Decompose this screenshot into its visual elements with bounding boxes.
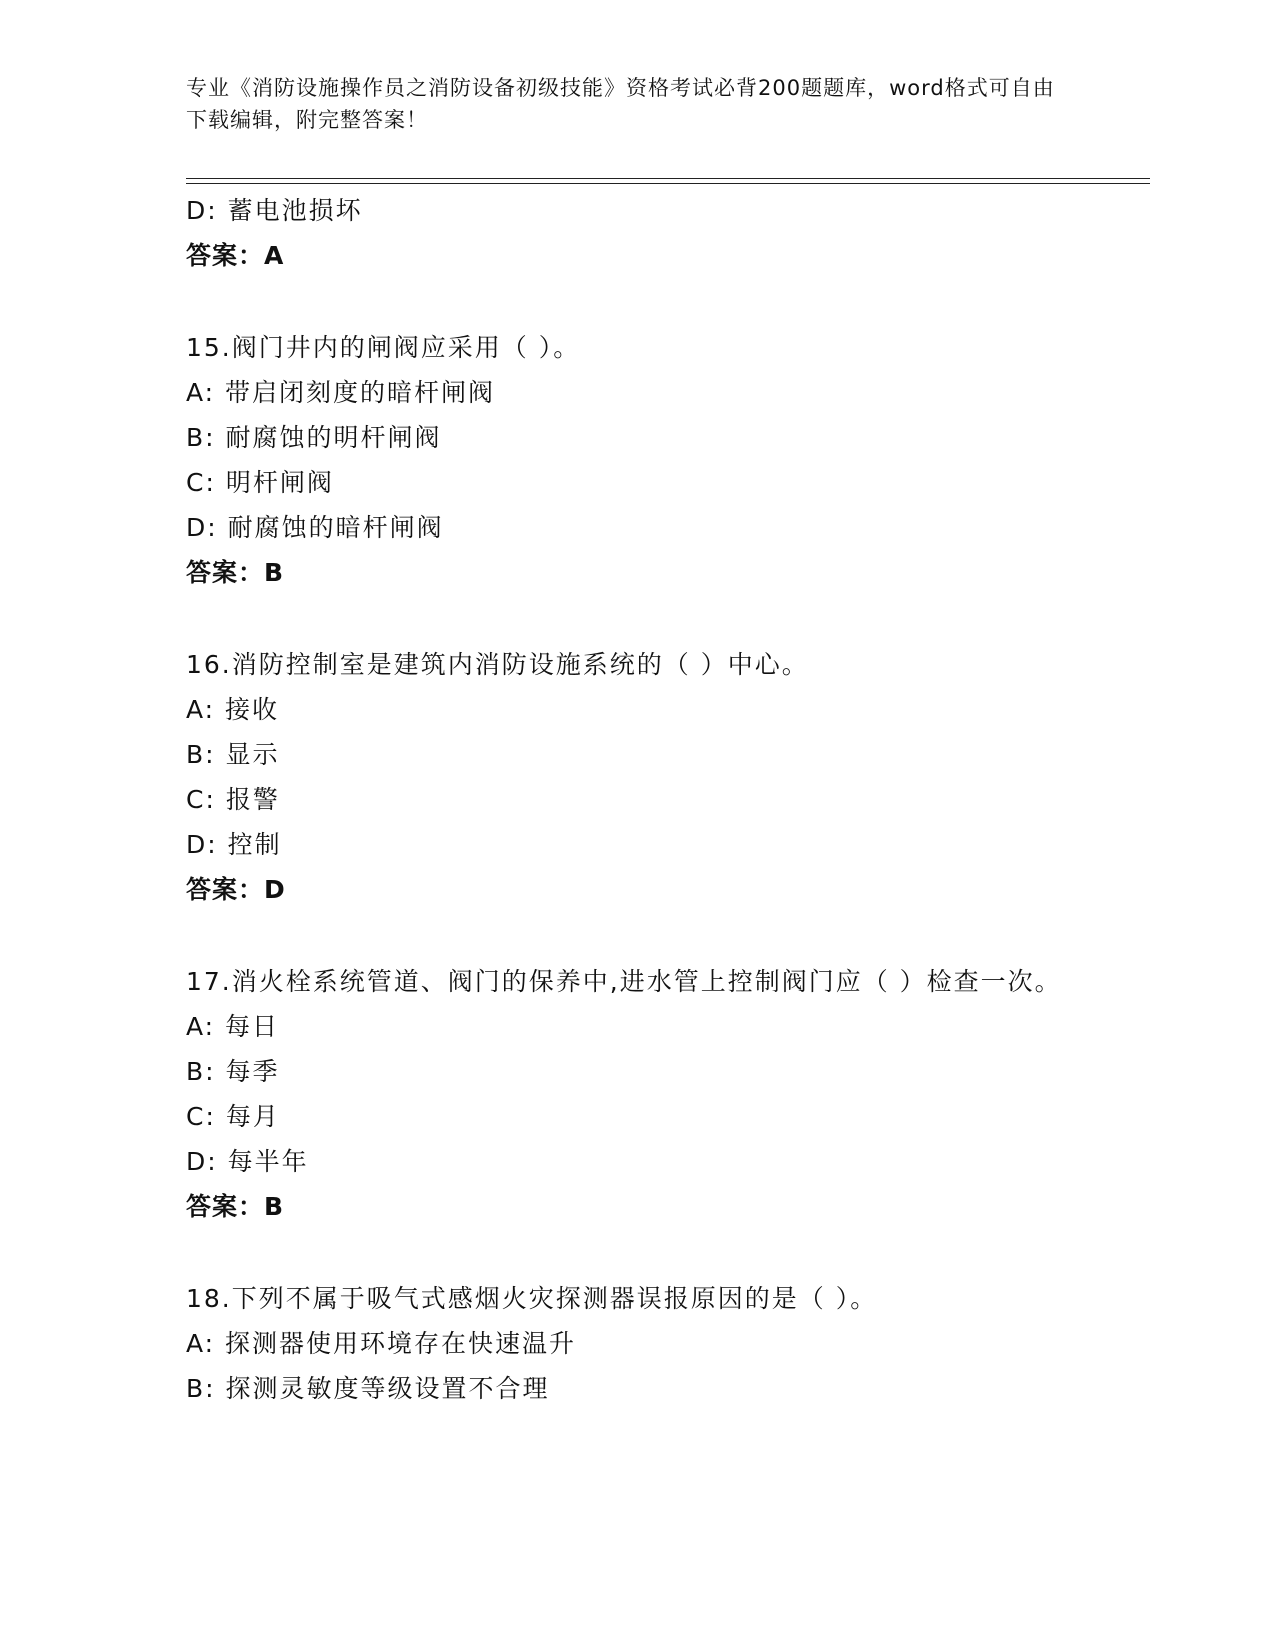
spacer <box>186 595 1086 642</box>
continued-option-d: D: 蓄电池损坏 <box>186 196 363 225</box>
question-17-option-b: B: 每季 <box>186 1057 280 1086</box>
question-18-option-a: A: 探测器使用环境存在快速温升 <box>186 1329 577 1358</box>
question-16-option-b: B: 显示 <box>186 740 280 769</box>
question-16-option-a: A: 接收 <box>186 695 280 724</box>
question-content <box>186 188 1086 1411</box>
question-15-option-d: D: 耐腐蚀的暗杆闸阀 <box>186 513 444 542</box>
question-15-option-c: C: 明杆闸阀 <box>186 468 334 497</box>
question-16-answer: 答案：D <box>186 875 286 904</box>
header-divider-bottom <box>186 183 1150 184</box>
question-17-stem: 17.消火栓系统管道、阀门的保养中,进水管上控制阀门应（ ）检查一次。 <box>186 967 1062 996</box>
question-17-option-a: A: 每日 <box>186 1012 280 1041</box>
question-15-answer: 答案：B <box>186 558 285 587</box>
question-17-option-c: C: 每月 <box>186 1102 280 1131</box>
header-divider-top <box>186 178 1150 179</box>
spacer <box>186 278 1086 325</box>
spacer <box>186 912 1086 959</box>
question-18-stem: 18.下列不属于吸气式感烟火灾探测器误报原因的是（ ）。 <box>186 1284 878 1313</box>
question-15-stem: 15.阀门井内的闸阀应采用（ ）。 <box>186 333 581 362</box>
question-16-option-c: C: 报警 <box>186 785 280 814</box>
question-15-option-b: B: 耐腐蚀的明杆闸阀 <box>186 423 442 452</box>
question-16-stem: 16.消防控制室是建筑内消防设施系统的（ ）中心。 <box>186 650 809 679</box>
document-header: 专业《消防设施操作员之消防设备初级技能》资格考试必背200题题库，word格式可自由下载编辑，附完整答案！ <box>186 76 1055 132</box>
question-17-answer: 答案：B <box>186 1192 285 1221</box>
question-15-option-a: A: 带启闭刻度的暗杆闸阀 <box>186 378 496 407</box>
continued-answer: 答案：A <box>186 241 285 270</box>
spacer <box>186 1229 1086 1276</box>
question-16-option-d: D: 控制 <box>186 830 282 859</box>
question-18-option-b: B: 探测灵敏度等级设置不合理 <box>186 1374 550 1403</box>
question-17-option-d: D: 每半年 <box>186 1147 309 1176</box>
